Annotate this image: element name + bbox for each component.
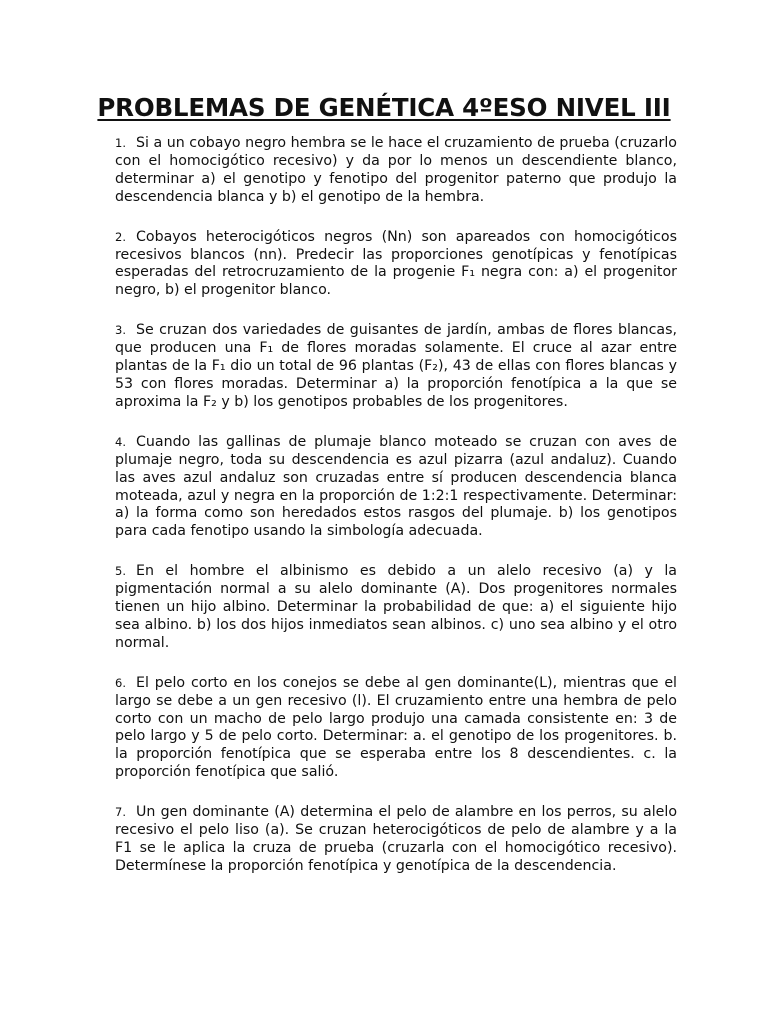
problem-number: 3.	[115, 323, 126, 338]
problem-number: 5.	[115, 564, 126, 579]
problem-number: 2.	[115, 229, 126, 244]
problem-text: El pelo corto en los conejos se debe al gen dominante(L), mientras que el largo se debe a un gen recesivo (l). El cruzamiento entre una hembra de pelo corto con un macho de pelo largo produjo una camada consistente en: 3 de pelo largo y 5 de pelo corto. Determinar: a. el genotipo de los progenitores. b. la proporción fenotípica que se esperaba entre los 8 descendientes. c. la proporción fenotípica que salió.	[115, 674, 677, 781]
problem-item	[115, 804, 677, 876]
problem-text: Cobayos heterocigóticos negros (Nn) son apareados con homocigóticos recesivos blancos (nn). Predecir las proporciones genotípicas y fenotípicas esperadas del retrocruzamiento de la progenie F₁ negra con: a) el progenitor negro, b) el progenitor blanco.	[115, 228, 677, 299]
problem-text: Se cruzan dos variedades de guisantes de jardín, ambas de flores blancas, que producen una F₁ de flores moradas solamente. El cruce al azar entre plantas de la F₁ dio un total de 96 plantas (F₂), 43 de ellas con flores blancas y 53 con flores moradas. Determinar a) la proporción fenotípica a la que se aproxima la F₂ y b) los genotipos probables de los progenitores.	[115, 322, 677, 410]
problem-item	[115, 229, 677, 301]
problem-item	[115, 135, 677, 207]
problem-text: Cuando las gallinas de plumaje blanco moteado se cruzan con aves de plumaje negro, toda su descendencia es azul pizarra (azul andaluz). Cuando las aves azul andaluz son cruzadas entre sí producen descendencia blanca moteada, azul y negra en la proporción de 1:2:1 respectivamente. Determinar: a) la forma como son heredados estos rasgos del plumaje. b) los genotipos para cada fenotipo usando la simbología adecuada.	[115, 433, 677, 540]
problem-text: En el hombre el albinismo es debido a un alelo recesivo (a) y la pigmentación normal a su alelo dominante (A). Dos progenitores normales tienen un hijo albino. Determinar la probabilidad de que: a) el siguiente hijo sea albino. b) los dos hijos inmediatos sean albinos. c) uno sea albino y el otro normal.	[115, 563, 677, 651]
problem-text: Un gen dominante (A) determina el pelo de alambre en los perros, su alelo recesivo el pelo liso (a). Se cruzan heterocigóticos de pelo de alambre y a la F1 se le aplica la cruza de prueba (cruzarla con el homocigótico recesivo). Determínese la proporción fenotípica y genotípica de la descendencia.	[115, 804, 677, 874]
problem-item	[115, 675, 677, 782]
problem-item	[115, 322, 677, 412]
problem-number: 4.	[115, 434, 126, 449]
problem-number: 1.	[115, 136, 126, 150]
problem-item	[115, 563, 677, 653]
problem-item	[115, 434, 677, 541]
problem-number: 7.	[115, 805, 126, 820]
problem-text: Si a un cobayo negro hembra se le hace el cruzamiento de prueba (cruzarlo con el homocigótico recesivo) y da por lo menos un descendiente blanco, determinar a) el genotipo y fenotipo del progenitor paterno que produjo la descendencia blanca y b) el genotipo de la hembra.	[115, 135, 677, 205]
problem-list	[115, 135, 677, 898]
page-title: PROBLEMAS DE GENÉTICA 4ºESO NIVEL III	[97, 93, 671, 122]
problem-number: 6.	[115, 675, 126, 690]
